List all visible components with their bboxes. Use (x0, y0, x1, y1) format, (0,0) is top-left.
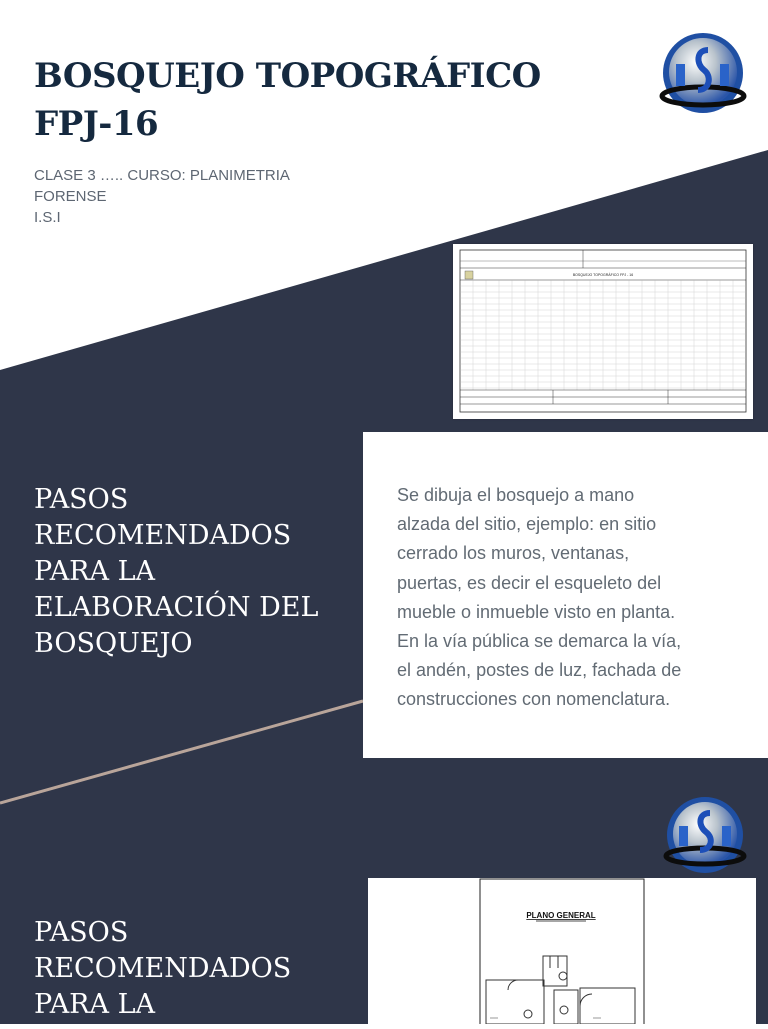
form-header-label: BOSQUEJO TOPOGRÁFICO FPJ - 16 (572, 273, 634, 277)
logo-emblem-icon (658, 28, 748, 118)
floor-plan-drawing (368, 878, 756, 1024)
body-line: En la vía pública se demarca la vía, (397, 631, 682, 652)
heading-line: PARA LA (34, 989, 156, 1020)
form-fpj16-image (453, 244, 753, 419)
subtitle-line: FORENSE (34, 188, 107, 205)
form-drawing (453, 244, 753, 419)
body-line: mueble o inmueble visto en planta. (397, 601, 676, 622)
body-line: cerrado los muros, ventanas, (397, 543, 630, 564)
heading-line: RECOMENDADOS (34, 953, 292, 984)
heading-line: PARA LA (34, 556, 156, 587)
body-line: construcciones con nomenclatura. (397, 689, 671, 710)
section-body-text (397, 481, 760, 715)
heading-line: PASOS (34, 484, 129, 515)
heading-line: BOSQUEJO (34, 628, 193, 659)
course-subtitle (34, 165, 334, 228)
floor-plan-image (368, 878, 756, 1024)
section-heading-steps (34, 482, 318, 662)
body-line: alzada del sitio, ejemplo: en sitio (397, 514, 657, 535)
section-heading-steps-2 (34, 915, 291, 1023)
subtitle-line: I.S.I (34, 209, 61, 226)
title-line: FPJ-16 (34, 104, 159, 144)
body-line: puertas, es decir el esqueleto del (397, 572, 662, 593)
body-line: el andén, postes de luz, fachada de (397, 660, 682, 681)
subtitle-line: CLASE 3 ….. CURSO: PLANIMETRIA (34, 167, 290, 184)
logo-emblem-icon (660, 790, 750, 880)
heading-line: ELABORACIÓN DEL (34, 592, 319, 623)
heading-line: RECOMENDADOS (34, 520, 292, 551)
heading-line: PASOS (34, 917, 129, 948)
title-line: BOSQUEJO TOPOGRÁFICO (34, 56, 541, 96)
page-title (34, 52, 541, 148)
body-line: Se dibuja el bosquejo a mano (397, 485, 635, 505)
plan-label: PLANO GENERAL (526, 911, 596, 920)
